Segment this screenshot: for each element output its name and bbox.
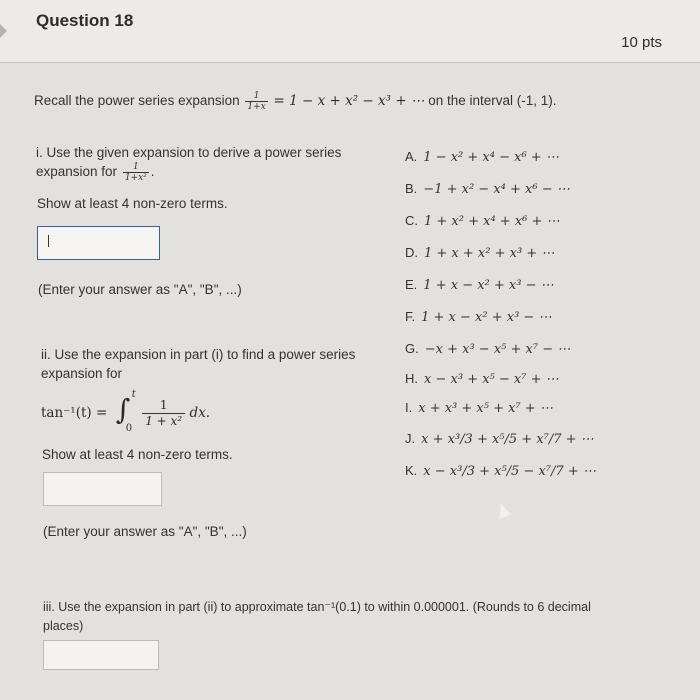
part2-show-terms: Show at least 4 non-zero terms. (42, 447, 233, 462)
part2-answer-input[interactable] (43, 472, 162, 506)
option-i (405, 400, 553, 416)
option-label: G. (405, 341, 419, 356)
option-label: A. (405, 149, 418, 164)
option-expression: −1 + x² − x⁴ + x⁶ − ⋯ (423, 182, 570, 197)
option-label: J. (405, 431, 416, 446)
option-expression: x + x³/3 + x⁵/5 + x⁷/7 + ⋯ (421, 432, 594, 447)
option-label: E. (405, 277, 418, 292)
part2-hint: (Enter your answer as "A", "B", ...) (43, 524, 247, 539)
question-title: Question 18 (36, 11, 134, 30)
part3-prompt (43, 598, 643, 636)
option-label: B. (405, 181, 418, 196)
question-header (0, 0, 700, 63)
intro-suffix: on the interval (-1, 1). (428, 93, 557, 109)
option-label: H. (405, 371, 418, 386)
part1-fraction (123, 162, 149, 183)
option-expression: 1 + x − x² + x³ − ⋯ (421, 310, 552, 325)
question-points: 10 pts (621, 34, 662, 51)
option-g (405, 341, 570, 357)
part1-line2-prefix: expansion for (36, 164, 118, 180)
part1-hint: (Enter your answer as "A", "B", ...) (38, 282, 242, 297)
part3-line2: places) (43, 619, 84, 633)
text-cursor (48, 235, 49, 247)
part2-integral-formula (41, 391, 210, 435)
part1-prompt (36, 143, 376, 183)
part1-line2-suffix: . (150, 164, 155, 180)
option-label: I. (405, 400, 413, 415)
intro-prefix: Recall the power series expansion (34, 93, 240, 109)
integral-lower-limit: 0 (125, 423, 133, 434)
part1-frac-den: 1+x² (124, 173, 147, 183)
part2-line2: expansion for (41, 366, 123, 381)
integral-upper-limit: t (131, 389, 136, 400)
option-expression: x − x³/3 + x⁵/5 − x⁷/7 + ⋯ (423, 464, 596, 479)
part1-show-terms: Show at least 4 non-zero terms. (37, 196, 228, 211)
part1-frac-num: 1 (123, 162, 149, 173)
option-e (405, 277, 554, 293)
intro-fraction (245, 91, 267, 112)
part1-line1: i. Use the given expansion to derive a power series (36, 145, 342, 160)
option-f (405, 309, 551, 325)
intro-text (34, 91, 557, 112)
option-expression: 1 + x − x² + x³ − ⋯ (423, 278, 554, 293)
option-label: K. (405, 463, 418, 478)
integrand-den: 1 + x² (145, 413, 183, 428)
part2-prompt (41, 345, 381, 383)
option-j (405, 431, 594, 447)
intro-frac-den: 1+x (247, 102, 266, 112)
integrand-dx: dx. (189, 405, 211, 422)
intro-series: = 1 − x + x² − x³ + ⋯ (273, 93, 425, 110)
option-expression: 1 + x + x² + x³ + ⋯ (424, 246, 555, 261)
part1-line2 (36, 162, 376, 183)
option-expression: 1 + x² + x⁴ + x⁶ + ⋯ (424, 214, 560, 229)
mouse-pointer-icon (495, 501, 511, 518)
integrand-num: 1 (142, 398, 185, 414)
option-label: C. (405, 213, 418, 228)
option-a (405, 149, 559, 165)
option-label: D. (405, 245, 418, 260)
option-h (405, 371, 559, 387)
part3-answer-input[interactable] (43, 640, 159, 670)
option-d (405, 245, 554, 261)
option-expression: 1 − x² + x⁴ − x⁶ + ⋯ (423, 150, 559, 165)
integral-sign (112, 391, 138, 435)
integral-symbol: ∫ (115, 393, 131, 426)
option-expression: −x + x³ − x⁵ + x⁷ − ⋯ (424, 342, 571, 357)
part3-line1: iii. Use the expansion in part (ii) to approximate tan⁻¹(0.1) to within 0.000001. (Rounds to 6 decimal (43, 600, 591, 614)
option-expression: x − x³ + x⁵ − x⁷ + ⋯ (424, 372, 559, 387)
question-body (0, 63, 700, 700)
intro-frac-num: 1 (245, 91, 267, 102)
option-k (405, 463, 596, 479)
collapse-arrow-icon[interactable] (0, 24, 7, 38)
option-label: F. (405, 309, 416, 324)
option-expression: x + x³ + x⁵ + x⁷ + ⋯ (418, 401, 553, 416)
part1-answer-input[interactable] (37, 226, 160, 260)
part2-lhs: tan⁻¹(t) = (41, 405, 108, 422)
part2-line1: ii. Use the expansion in part (i) to find a power series (41, 347, 356, 362)
integrand-fraction (142, 398, 185, 429)
option-b (405, 181, 570, 197)
option-c (405, 213, 560, 229)
